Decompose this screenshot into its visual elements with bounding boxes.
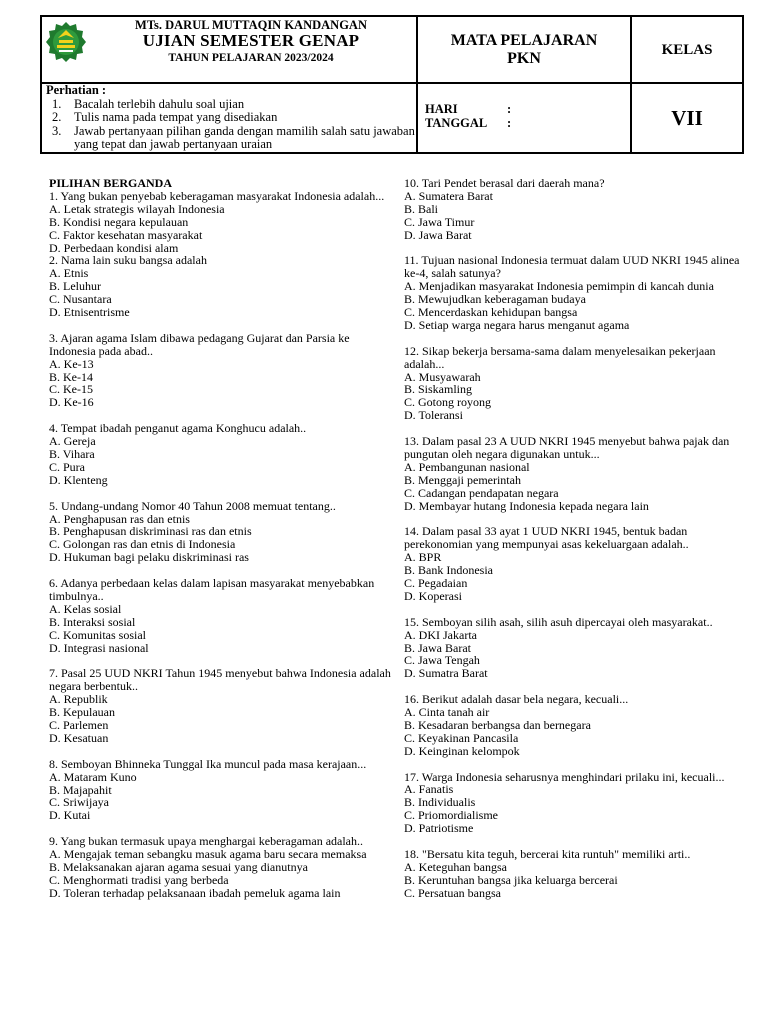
question-text: 2. Nama lain suku bangsa adalah <box>49 253 207 268</box>
answer-option: B. Ke-14 <box>49 369 93 384</box>
answer-option: A. Fanatis <box>404 782 454 797</box>
question-block <box>49 254 394 319</box>
answer-option: A. Etnis <box>49 266 89 281</box>
answer-option: A. Letak strategis wilayah Indonesia <box>49 201 225 216</box>
answer-option: C. Pegadaian <box>404 576 468 591</box>
answer-option: B. Individualis <box>404 795 476 810</box>
answer-option: C. Jawa Tengah <box>404 653 480 668</box>
answer-option: B. Mewujudkan keberagaman budaya <box>404 292 586 307</box>
instruction-number: 2. <box>52 110 62 124</box>
hari-colon: : <box>507 102 512 116</box>
answer-option: C. Parlemen <box>49 717 109 732</box>
hari-row <box>425 103 625 117</box>
instructions-cell <box>46 84 416 152</box>
question-text: 16. Berikut adalah dasar bela negara, kecuali... <box>404 692 629 707</box>
answer-option: A. Musyawarah <box>404 369 481 384</box>
question-block <box>49 190 394 255</box>
instructions-title: Perhatian : <box>46 83 107 97</box>
question-text: 5. Undang-undang Nomor 40 Tahun 2008 memuat tentang.. <box>49 498 336 513</box>
question-text: 3. Ajaran agama Islam dibawa pedagang Gujarat dan Parsia ke Indonesia pada abad.. <box>49 330 350 358</box>
question-block <box>404 771 744 836</box>
answer-option: C. Menghormati tradisi yang berbeda <box>49 872 229 887</box>
question-block <box>404 177 744 242</box>
question-text: 8. Semboyan Bhinneka Tunggal Ika muncul pada masa kerajaan... <box>49 756 367 771</box>
answer-option: C. Mencerdaskan kehidupan bangsa <box>404 305 578 320</box>
instruction-text: Bacalah terlebih dahulu soal ujian <box>74 96 245 111</box>
answer-option: C. Priomordialisme <box>404 808 498 823</box>
question-text: 1. Yang bukan penyebab keberagaman masyarakat Indonesia adalah... <box>49 188 385 203</box>
question-text: 18. "Bersatu kita teguh, bercerai kita runtuh" memiliki arti.. <box>404 847 691 861</box>
answer-option: D. Kutai <box>49 808 91 823</box>
answer-option: C. Ke-15 <box>49 382 93 397</box>
answer-option: C. Pura <box>49 459 85 474</box>
answer-option: B. Melaksanakan ajaran agama sesuai yang dianutnya <box>49 859 308 874</box>
date-cell <box>425 103 625 130</box>
instruction-text: Jawab pertanyaan pilihan ganda dengan mamilih salah satu jawaban yang tepat dan jawab pertanyaan uraian <box>74 123 415 151</box>
answer-option: B. Kepulauan <box>49 705 115 720</box>
answer-option: D. Etnisentrisme <box>49 305 130 320</box>
question-block <box>49 332 394 409</box>
answer-option: C. Cadangan pendapatan negara <box>404 485 559 500</box>
answer-option: A. Republik <box>49 692 108 707</box>
tanggal-colon: : <box>507 115 512 130</box>
answer-option: D. Ke-16 <box>49 395 94 410</box>
question-text: 4. Tempat ibadah penganut agama Konghucu adalah.. <box>49 421 307 436</box>
question-block <box>49 577 394 654</box>
hari-label: HARI <box>425 102 458 116</box>
instruction-item <box>46 111 416 125</box>
answer-option: B. Penghapusan diskriminasi ras dan etnis <box>49 524 252 539</box>
question-text: 9. Yang bukan termasuk upaya menghargai keberagaman adalah.. <box>49 834 364 849</box>
answer-option: B. Keruntuhan bangsa jika keluarga bercerai <box>404 872 618 887</box>
exam-title: UJIAN SEMESTER GENAP <box>142 31 360 50</box>
question-text: 7. Pasal 25 UUD NKRI Tahun 1945 menyebut bahwa Indonesia adalah negara berbentuk.. <box>49 666 391 694</box>
instruction-number: 3. <box>52 123 62 138</box>
instructions-list <box>46 98 416 152</box>
ministry-logo-icon <box>45 21 87 63</box>
answer-option: C. Sriwijaya <box>49 795 109 810</box>
question-block <box>404 848 744 900</box>
school-name: MTs. DARUL MUTTAQIN KANDANGAN <box>135 18 367 32</box>
answer-option: D. Perbedaan kondisi alam <box>49 240 179 255</box>
question-block <box>49 422 394 487</box>
answer-option: C. Keyakinan Pancasila <box>404 730 519 745</box>
answer-option: A. Keteguhan bangsa <box>404 859 507 874</box>
question-block <box>49 758 394 823</box>
answer-option: A. Menjadikan masyarakat Indonesia pemimpin di kancah dunia <box>404 279 714 294</box>
instruction-number: 1. <box>52 96 62 111</box>
answer-option: B. Vihara <box>49 447 95 461</box>
question-block <box>404 435 744 512</box>
answer-option: C. Nusantara <box>49 292 112 307</box>
question-block <box>49 835 394 900</box>
question-text: 10. Tari Pendet berasal dari daerah mana? <box>404 176 605 190</box>
answer-option: D. Klenteng <box>49 472 108 487</box>
question-block <box>49 667 394 744</box>
question-block <box>404 616 744 681</box>
question-text: 14. Dalam pasal 33 ayat 1 UUD NKRI 1945, bentuk badan perekonomian yang mempunyai asas kekeluargaan adalah.. <box>404 524 689 552</box>
answer-option: B. Majapahit <box>49 782 112 797</box>
instruction-item <box>46 98 416 112</box>
question-text: 6. Adanya perbedaan kelas dalam lapisan masyarakat menyebabkan timbulnya.. <box>49 576 375 603</box>
tanggal-label: TANGGAL <box>425 115 488 130</box>
answer-option: D. Koperasi <box>404 588 462 603</box>
answer-option: D. Hukuman bagi pelaku diskriminasi ras <box>49 550 249 565</box>
question-text: 15. Semboyan silih asah, silih asuh dipercayai oleh masyarakat.. <box>404 614 713 629</box>
answer-option: A. Pembangunan nasional <box>404 459 530 474</box>
answer-option: B. Bali <box>404 201 439 216</box>
academic-year: TAHUN PELAJARAN 2023/2024 <box>168 52 334 64</box>
answer-option: B. Bank Indonesia <box>404 563 493 578</box>
answer-option: C. Golongan ras dan etnis di Indonesia <box>49 537 236 552</box>
instruction-item <box>46 125 416 152</box>
questions-column-right <box>404 177 744 913</box>
answer-option: A. Gereja <box>49 434 96 449</box>
section-title: PILIHAN BERGANDA <box>49 176 173 190</box>
answer-option: D. Jawa Barat <box>404 227 472 242</box>
answer-option: A. Mengajak teman sebangku masuk agama baru secara memaksa <box>49 847 367 862</box>
kelas-value: VII <box>671 105 703 130</box>
answer-option: C. Gotong royong <box>404 395 491 410</box>
answer-option: A. Kelas sosial <box>49 601 122 616</box>
answer-option: A. BPR <box>404 550 442 565</box>
question-block <box>404 693 744 758</box>
answer-option: D. Setiap warga negara harus menganut agama <box>404 317 630 332</box>
question-text: 17. Warga Indonesia seharusnya menghindari prilaku ini, kecuali... <box>404 769 725 784</box>
answer-option: C. Faktor kesehatan masyarakat <box>49 227 203 242</box>
answer-option: A. Mataram Kuno <box>49 769 137 784</box>
answer-option: B. Leluhur <box>49 279 101 294</box>
question-block <box>49 500 394 565</box>
answer-option: A. DKI Jakarta <box>404 627 477 642</box>
question-block <box>404 525 744 602</box>
answer-option: D. Patriotisme <box>404 821 474 836</box>
question-block <box>404 345 744 422</box>
answer-option: C. Jawa Timur <box>404 214 475 229</box>
instruction-text: Tulis nama pada tempat yang disediakan <box>74 110 278 124</box>
question-block <box>404 254 744 331</box>
answer-option: A. Sumatera Barat <box>404 188 493 203</box>
exam-header-table <box>40 15 744 154</box>
question-text: 13. Dalam pasal 23 A UUD NKRI 1945 menyebut bahwa pajak dan pungutan oleh negara digunakan untuk... <box>404 434 730 461</box>
answer-option: A. Cinta tanah air <box>404 705 490 720</box>
answer-option: B. Menggaji pemerintah <box>404 472 521 487</box>
answer-option: D. Kesatuan <box>49 730 109 745</box>
answer-option: D. Integrasi nasional <box>49 640 149 655</box>
answer-option: A. Penghapusan ras dan etnis <box>49 511 190 526</box>
question-text: 11. Tujuan nasional Indonesia termuat dalam UUD NKRI 1945 alinea ke-4, salah satunya? <box>404 253 740 281</box>
subject-cell <box>418 17 630 83</box>
answer-option: D. Toleransi <box>404 408 463 423</box>
answer-option: B. Kondisi negara kepulauan <box>49 214 189 229</box>
questions-column-left <box>49 177 394 913</box>
answer-option: B. Jawa Barat <box>404 640 471 655</box>
tanggal-row <box>425 117 625 131</box>
answer-option: D. Keinginan kelompok <box>404 743 520 758</box>
subject-name: PKN <box>507 50 541 67</box>
answer-option: B. Siskamling <box>404 382 473 397</box>
subject-label: MATA PELAJARAN <box>450 32 598 49</box>
answer-option: C. Komunitas sosial <box>49 627 147 642</box>
answer-option: D. Sumatra Barat <box>404 666 488 681</box>
school-info-cell <box>42 17 416 83</box>
answer-option: B. Interaksi sosial <box>49 614 136 629</box>
kelas-label: KELAS <box>661 41 713 58</box>
answer-option: C. Persatuan bangsa <box>404 885 501 900</box>
answer-option: D. Membayar hutang Indonesia kepada negara lain <box>404 498 649 513</box>
answer-option: D. Toleran terhadap pelaksanaan ibadah pemeluk agama lain <box>49 885 341 900</box>
question-text: 12. Sikap bekerja bersama-sama dalam menyelesaikan pekerjaan adalah... <box>404 343 716 371</box>
answer-option: B. Kesadaran berbangsa dan bernegara <box>404 717 591 732</box>
answer-option: A. Ke-13 <box>49 356 94 371</box>
